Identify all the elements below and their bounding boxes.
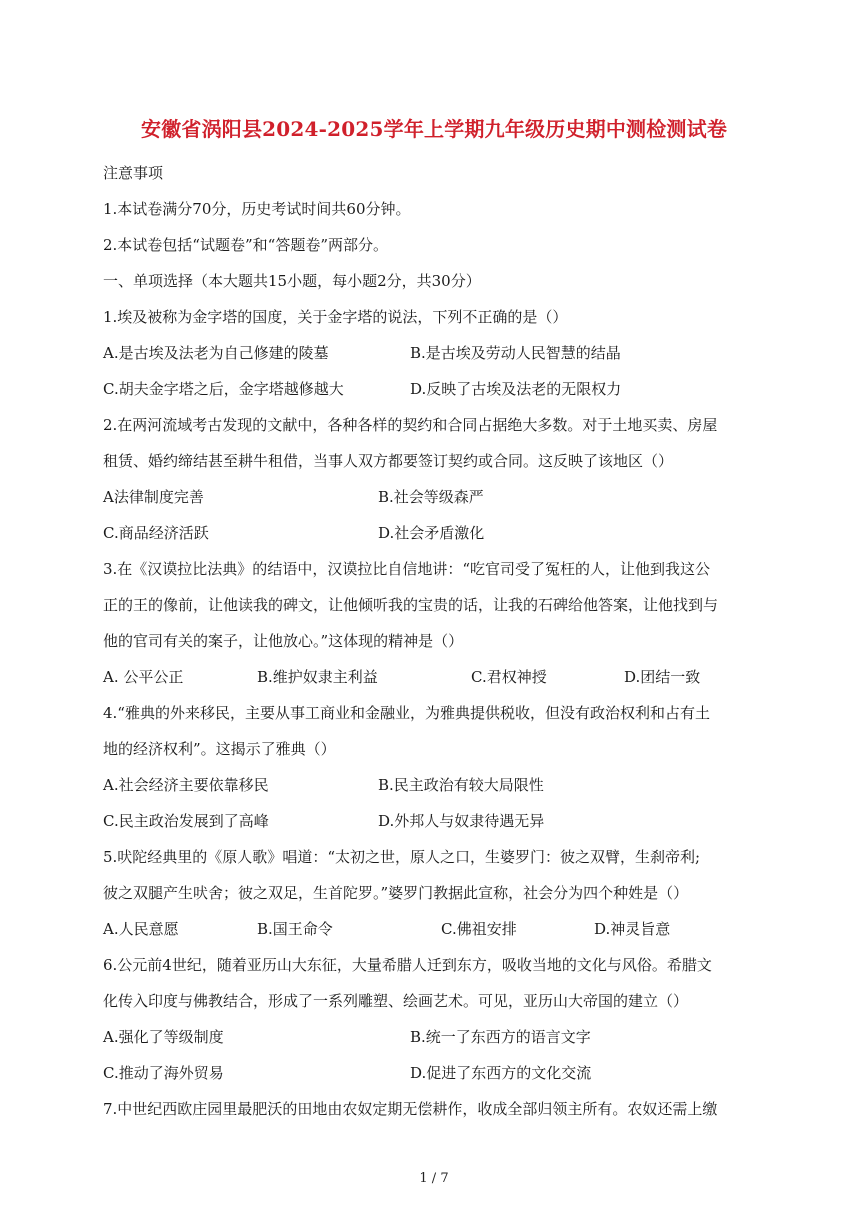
option-d: D.社会矛盾激化 xyxy=(378,524,485,542)
question-stem: 化传入印度与佛教结合，形成了一系列雕塑、绘画艺术。可见，亚历山大帝国的建立（） xyxy=(103,992,689,1010)
option-d: D.外邦人与奴隶待遇无异 xyxy=(378,812,545,830)
option-b: B.民主政治有较大局限性 xyxy=(378,776,544,794)
option-c: C.胡夫金字塔之后，金字塔越修越大 xyxy=(103,380,344,398)
question-stem: 3.在《汉谟拉比法典》的结语中，汉谟拉比自信地讲：“吃官司受了冤枉的人，让他到我这公 xyxy=(103,560,710,578)
option-d: D.神灵旨意 xyxy=(594,920,671,938)
option-a: A.社会经济主要依靠移民 xyxy=(103,776,269,794)
question-stem: 7.中世纪西欧庄园里最肥沃的田地由农奴定期无偿耕作，收成全部归领主所有。农奴还需上缴 xyxy=(103,1100,718,1118)
question-stem: 租赁、婚约缔结甚至耕牛租借，当事人双方都要签订契约或合同。这反映了该地区（） xyxy=(103,452,674,470)
option-c: C.民主政治发展到了高峰 xyxy=(103,812,269,830)
section-heading: 一、单项选择（本大题共15小题，每小题2分，共30分） xyxy=(103,272,481,290)
option-a: A. 公平公正 xyxy=(103,668,184,686)
option-row xyxy=(103,335,773,371)
option-a: A.强化了等级制度 xyxy=(103,1028,224,1046)
option-c: C.佛祖安排 xyxy=(441,920,517,938)
option-b: B.维护奴隶主利益 xyxy=(257,668,378,686)
option-d: D.促进了东西方的文化交流 xyxy=(410,1064,592,1082)
exam-title: 安徽省涡阳县2024-2025学年上学期九年级历史期中测检测试卷 xyxy=(140,117,728,141)
exam-content xyxy=(103,155,773,1127)
question-stem: 1.埃及被称为金字塔的国度，关于金字塔的说法，下列不正确的是（） xyxy=(103,308,568,326)
question-stem: 正的王的像前，让他读我的碑文，让他倾听我的宝贵的话，让我的石碑给他答案，让他找到与 xyxy=(103,596,719,614)
question-stem: 5.吠陀经典里的《原人歌》唱道：“太初之世，原人之口，生婆罗门：彼之双臂，生刹帝利; xyxy=(103,848,701,866)
option-a: A.是古埃及法老为自己修建的陵墓 xyxy=(103,344,329,362)
option-row xyxy=(103,911,773,947)
option-row xyxy=(103,371,773,407)
option-c: C.商品经济活跃 xyxy=(103,524,209,542)
option-d: D.团结一致 xyxy=(624,668,701,686)
option-row xyxy=(103,803,773,839)
option-row xyxy=(103,515,773,551)
option-row xyxy=(103,1055,773,1091)
option-c: C.君权神授 xyxy=(471,668,547,686)
option-b: B.社会等级森严 xyxy=(378,488,484,506)
option-a: A.人民意愿 xyxy=(103,920,179,938)
option-row xyxy=(103,479,773,515)
notes-item: 1.本试卷满分70分，历史考试时间共60分钟。 xyxy=(103,200,411,218)
option-b: B.是古埃及劳动人民智慧的结晶 xyxy=(410,344,621,362)
option-row xyxy=(103,659,773,695)
option-b: B.统一了东西方的语言文字 xyxy=(410,1028,591,1046)
notes-item: 2.本试卷包括“试题卷”和“答题卷”两部分。 xyxy=(103,236,388,254)
question-stem: 6.公元前4世纪，随着亚历山大东征，大量希腊人迁到东方，吸收当地的文化与风俗。希腊文 xyxy=(103,956,712,974)
question-stem: 地的经济权利”。这揭示了雅典（） xyxy=(103,740,336,758)
option-row xyxy=(103,1019,773,1055)
page-number: 1 / 7 xyxy=(419,1171,449,1186)
option-a: A法律制度完善 xyxy=(103,488,204,506)
question-stem: 2.在两河流域考古发现的文献中，各种各样的契约和合同占据绝大多数。对于土地买卖、房屋 xyxy=(103,416,718,434)
option-b: B.国王命令 xyxy=(257,920,333,938)
option-row xyxy=(103,767,773,803)
option-c: C.推动了海外贸易 xyxy=(103,1064,224,1082)
question-stem: 彼之双腿产生吠舍；彼之双足，生首陀罗。”婆罗门教据此宣称，社会分为四个种姓是（） xyxy=(103,884,689,902)
question-stem: 他的官司有关的案子，让他放心。”这体现的精神是（） xyxy=(103,632,464,650)
notes-heading: 注意事项 xyxy=(103,164,164,182)
question-stem: 4.“雅典的外来移民，主要从事工商业和金融业，为雅典提供税收，但没有政治权利和占有土 xyxy=(103,704,710,722)
option-d: D.反映了古埃及法老的无限权力 xyxy=(410,380,622,398)
